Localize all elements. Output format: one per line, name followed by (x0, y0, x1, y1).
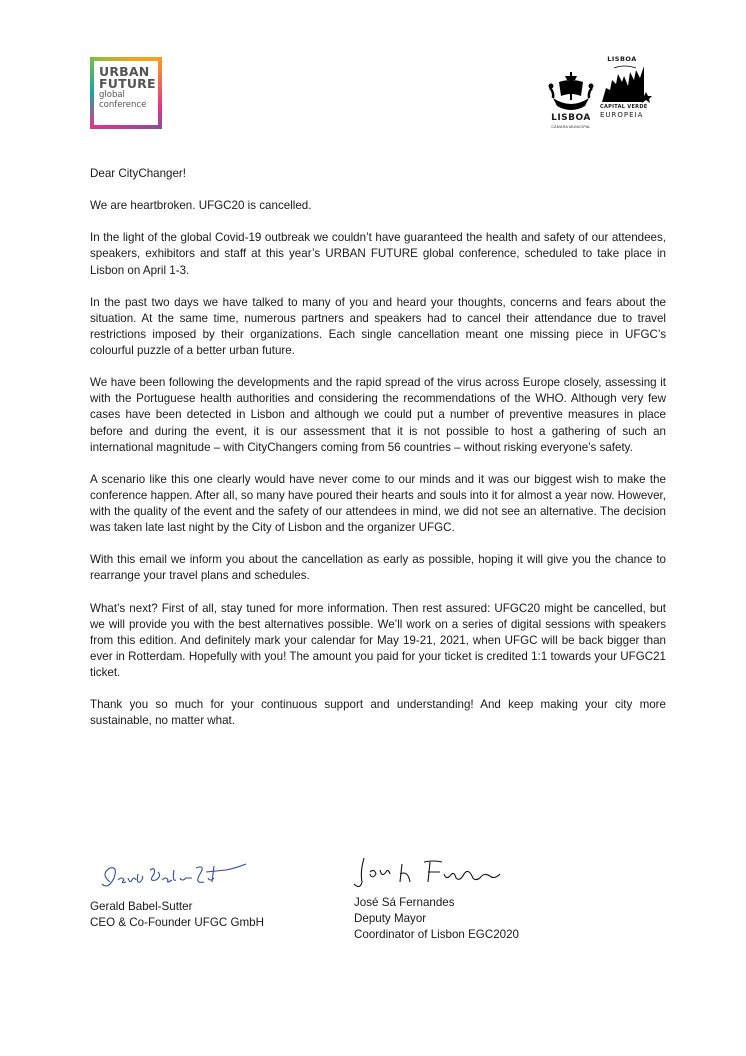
signature-jose-icon (350, 852, 510, 892)
signatory-title: CEO & Co-Founder UFGC GmbH (90, 916, 264, 930)
logo-border (90, 125, 162, 129)
lisboa-wordmark: LISBOA (551, 113, 591, 123)
logo-border (90, 57, 94, 129)
signatory-name: Gerald Babel-Sutter (90, 900, 193, 913)
egc-top-text: LISBOA (607, 55, 637, 63)
paragraph: A scenario like this one clearly would have never come to our minds and it was our biggest wish to make the conference happen. After all, so many have poured their hearts and souls into it for almost a year now. However, with the quality of the event and the safety of our attendees in mind, we did not see an alternative. The decision was taken late last night by the City of Lisbon and the organizer UFGC. (90, 472, 666, 535)
paragraph: We are heartbroken. UFGC20 is cancelled. (90, 199, 312, 213)
paragraph: In the light of the global Covid-19 outbreak we couldn’t have guaranteed the health and safety of our attendees, speakers, exhibitors and staff at this year’s URBAN FUTURE global conference, scheduled to take place in Lisbon on April 1-3. (90, 231, 666, 277)
ufgc-logo (90, 57, 162, 129)
letter-body (90, 166, 666, 745)
city-skyline-icon (600, 64, 658, 104)
signatory-title: Deputy Mayor (354, 912, 427, 926)
logo-text: conference (99, 100, 147, 110)
signature-gerald-icon (96, 856, 246, 896)
greeting: Dear CityChanger! (90, 167, 187, 180)
logo-text: FUTURE (99, 76, 156, 91)
paragraph: Thank you so much for your continuous support and understanding! And keep making your city more sustainable, no matter what. (90, 698, 666, 728)
logo-border (90, 57, 162, 61)
logo-text: global (99, 90, 125, 100)
ship-emblem-icon (545, 70, 597, 114)
signatory-gerald (90, 899, 264, 931)
paragraph: In the past two days we have talked to many of you and heard your thoughts, concerns and fears about the situation. At the same time, numerous partners and speakers had to cancel their attendance due to travel restrictions imposed by their organizations. Each single cancellation meant one missing piece in UFGC’s colourful puzzle of a better urban future. (90, 295, 666, 358)
paragraph: What’s next? First of all, stay tuned for more information. Then rest assured: UFGC20 might be cancelled, but we will provide you with the best alternatives possible. We’ll work on a series of digital sessions with speakers from this edition. And definitely mark your calendar for May 19-21, 2021, when UFGC will be back bigger than ever in Rotterdam. Hopefully with you! The amount you paid for your ticket is credited 1:1 towards your UFGC21 ticket. (90, 601, 666, 679)
egc-line1: CAPITAL VERDE (600, 104, 648, 110)
logo-text: URBAN (99, 64, 150, 79)
signatory-title: Coordinator of Lisbon EGC2020 (354, 928, 519, 942)
lisboa-city-logo (545, 70, 597, 132)
green-capital-logo (600, 55, 658, 135)
signatory-name: José Sá Fernandes (354, 896, 455, 909)
egc-line2: EUROPEIA (600, 111, 644, 119)
paragraph: We have been following the developments and the rapid spread of the virus across Europe closely, assessing it with the Portuguese health authorities and considering the recommendations of the WHO. Although very few cases have been detected in Lisbon and although we could put a number of preventive measures in place before and during the event, it is our assessment that it is not possible to host a gathering of such an international magnitude – with CityChangers coming from 56 countries – without risking everyone’s safety. (90, 376, 666, 454)
logo-border (158, 57, 162, 129)
signatory-jose (354, 895, 519, 943)
paragraph: With this email we inform you about the cancellation as early as possible, hoping it will give you the chance to rearrange your travel plans and schedules. (90, 553, 666, 583)
lisboa-subtitle: CÂMARA MUNICIPAL (551, 125, 591, 129)
